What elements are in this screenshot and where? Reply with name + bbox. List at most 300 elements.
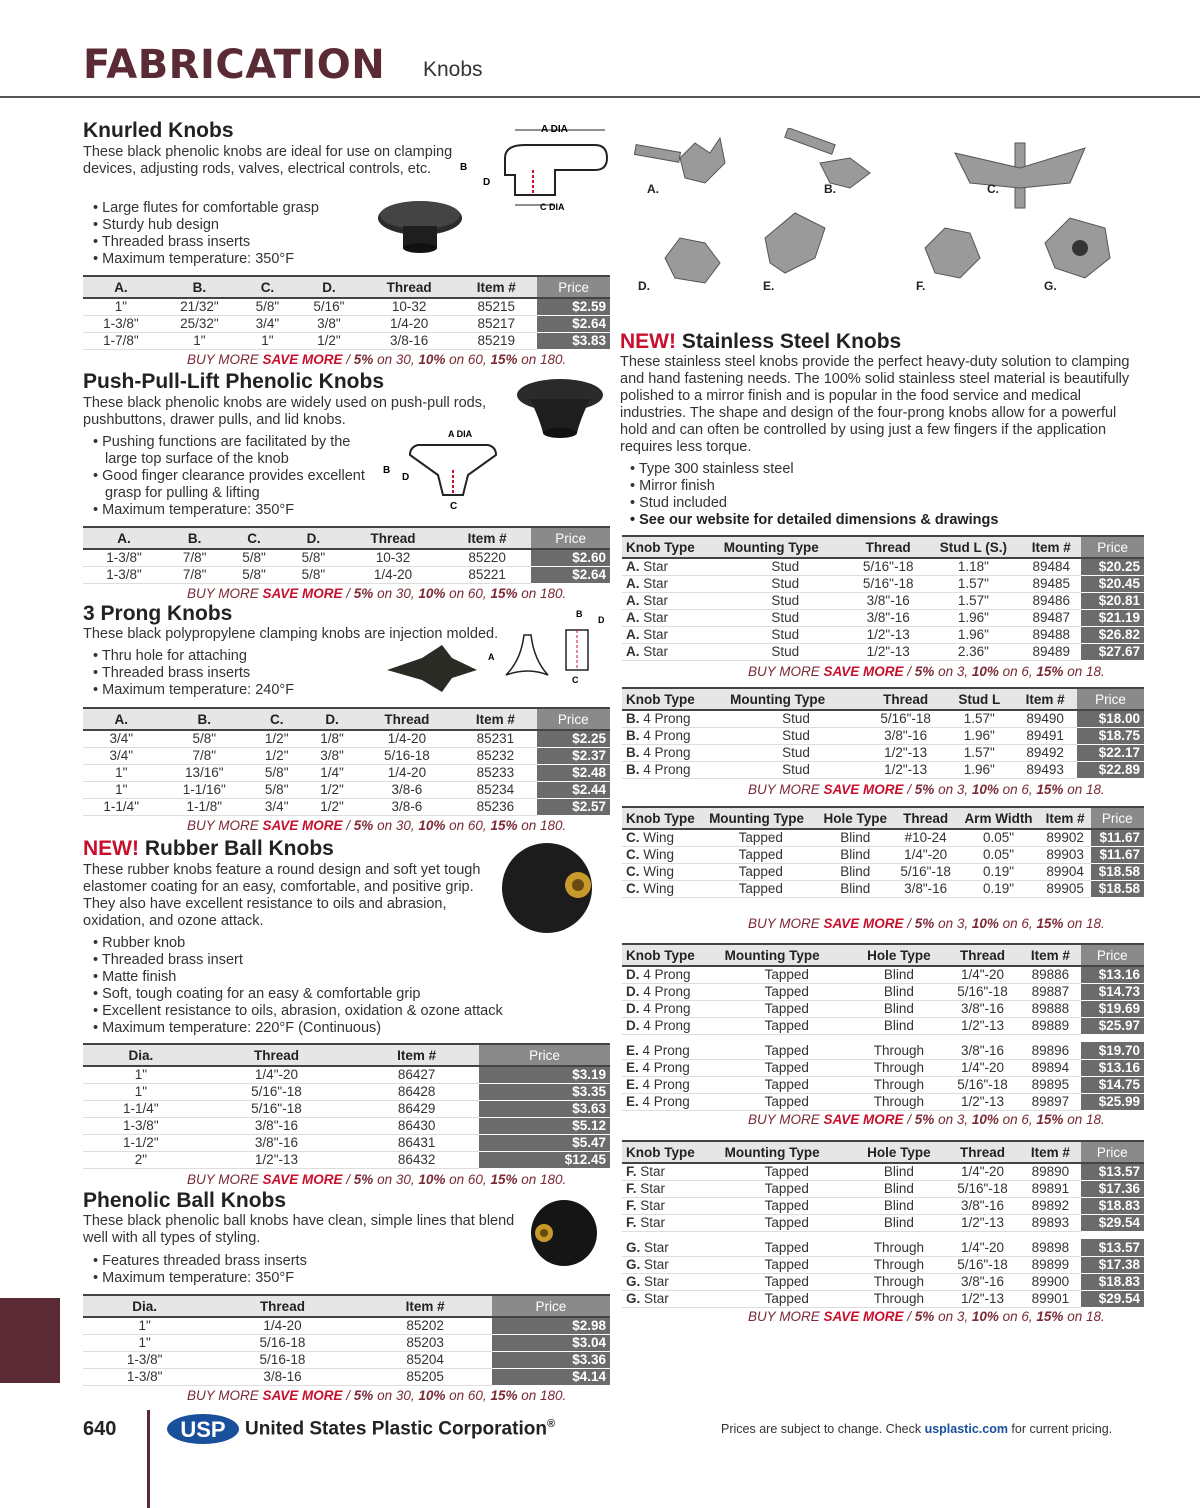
table-row (622, 829, 1144, 846)
pricing-note: Prices are subject to change. Check usplastic.com for current pricing. (721, 1422, 1113, 1436)
price-cell: $20.81 (1081, 592, 1144, 609)
table-cell: Tapped (721, 1163, 853, 1180)
bullet: • Features threaded brass inserts (83, 1253, 383, 1270)
table-cell: 89893 (1020, 1214, 1080, 1231)
table-cell: Tapped (721, 1197, 853, 1214)
stainless-desc: These stainless steel knobs provide the perfect heavy-duty solution to clamping and hand fastening needs. The 100% solid stainless steel material is beautifully polished to a mirror finish and is popular in the food service and medical industries. The shape and design of the four-prong knobs allow for a powerful hold and can often be controlled by using just a few fingers if the application requires less torque. (620, 354, 1130, 455)
table-cell: Tapped (721, 1256, 853, 1273)
table-cell: 85221 (443, 566, 531, 583)
table-cell: 1.18" (925, 558, 1021, 575)
photo-label-d: D. (638, 279, 650, 293)
table-row (83, 764, 610, 781)
table-cell: 89887 (1020, 983, 1080, 1000)
bullet: • Mirror finish (620, 478, 1145, 495)
column-header: Thread (866, 688, 946, 710)
table-row (622, 1000, 1144, 1017)
column-header: C. (249, 708, 304, 730)
table-cell: Through (853, 1059, 945, 1076)
table-row (83, 1100, 610, 1117)
rubber-table (83, 1043, 610, 1169)
price-cell: $18.58 (1091, 880, 1144, 897)
table-cell: 5/8" (159, 730, 249, 747)
table-cell: 85203 (359, 1334, 492, 1351)
column-header: Dia. (83, 1044, 199, 1066)
bullet-website: • See our website for detailed dimensions & drawings (620, 512, 1145, 529)
table-cell: 89902 (1040, 829, 1091, 846)
table-cell: 89897 (1020, 1093, 1080, 1110)
column-header: Price (492, 1295, 610, 1317)
table-row (83, 1151, 610, 1168)
table-cell: 1/2"-13 (945, 1017, 1020, 1034)
bullet: • Threaded brass inserts (83, 665, 383, 682)
column-header: Mounting Type (721, 944, 853, 966)
footer-rule (147, 1410, 150, 1508)
table-header (622, 688, 1144, 710)
price-cell: $19.69 (1081, 1000, 1144, 1017)
table-cell: 5/8" (224, 549, 283, 566)
table-cell: Blind (817, 829, 894, 846)
table-cell: 1/2" (249, 730, 304, 747)
bullet: • Excellent resistance to oils, abrasion, oxidation & ozone attack (83, 1003, 583, 1020)
table-row (622, 609, 1144, 626)
table-cell: Blind (853, 966, 945, 983)
column-header: Price (537, 276, 610, 298)
table-cell: 1/4"-20 (894, 846, 957, 863)
table-cell: 1/4-20 (206, 1317, 358, 1334)
knob-type-cell: B. 4 Prong (622, 744, 726, 761)
table-cell: Tapped (705, 880, 816, 897)
table-row (622, 727, 1144, 744)
table-cell: 13/16" (159, 764, 249, 781)
bullet: • Sturdy hub design (83, 217, 383, 234)
price-cell: $2.64 (537, 315, 610, 332)
table-cell: Blind (853, 1180, 945, 1197)
column-header: Price (537, 708, 610, 730)
knob-type-cell: E. 4 Prong (622, 1093, 721, 1110)
price-cell: $25.99 (1081, 1093, 1144, 1110)
table-header (83, 708, 610, 730)
table-row (622, 761, 1144, 778)
price-cell: $3.83 (537, 332, 610, 349)
photo-label-c: C. (987, 182, 999, 196)
column-header: Knob Type (622, 688, 726, 710)
table-row (83, 1117, 610, 1134)
table-cell: 1/4"-20 (945, 1163, 1020, 1180)
table-cell: Through (853, 1239, 945, 1256)
table-cell: Through (853, 1042, 945, 1059)
ss-table-a (622, 535, 1144, 661)
ss-table-d (622, 943, 1144, 1111)
column-header: Mounting Type (705, 807, 816, 829)
table-cell: 89891 (1020, 1180, 1080, 1197)
table-cell: 5/16"-18 (945, 983, 1020, 1000)
table-cell: Stud (720, 558, 851, 575)
price-cell: $26.82 (1081, 626, 1144, 643)
column-header: Price (531, 527, 610, 549)
table-row (622, 558, 1144, 575)
pushpull-desc: These black phenolic knobs are widely used on push-pull rods, pushbuttons, drawer pulls, and lid knobs. (83, 395, 487, 428)
column-header: Price (1081, 536, 1144, 558)
table-cell: 5/16"-18 (199, 1100, 355, 1117)
knurled-table (83, 275, 610, 350)
table-row (83, 1317, 610, 1334)
price-cell: $29.54 (1081, 1214, 1144, 1231)
table-cell: 86427 (354, 1066, 479, 1083)
table-cell: 1" (240, 332, 295, 349)
price-cell: $29.54 (1081, 1290, 1144, 1307)
knob-type-cell: G. Star (622, 1239, 721, 1256)
column-header: A. (83, 527, 165, 549)
price-cell: $18.75 (1077, 727, 1144, 744)
table-cell: 0.19" (957, 880, 1039, 897)
table-cell: 1/2" (304, 798, 359, 815)
table-cell: 5/8" (249, 764, 304, 781)
table-row (83, 549, 610, 566)
knob-type-cell: D. 4 Prong (622, 1017, 721, 1034)
new-badge: NEW! (83, 837, 139, 860)
table-header (83, 276, 610, 298)
table-row (83, 315, 610, 332)
bullet: • Large flutes for comfortable grasp (83, 200, 383, 217)
table-cell: Tapped (721, 1000, 853, 1017)
new-badge: NEW! (620, 330, 676, 353)
table-row (622, 1059, 1144, 1076)
table-cell: 3/8"-16 (945, 1273, 1020, 1290)
price-cell: $4.14 (492, 1368, 610, 1385)
table-cell: Blind (817, 863, 894, 880)
bullet: • Pushing functions are facilitated by the large top surface of the knob (83, 434, 373, 468)
table-cell: 86428 (354, 1083, 479, 1100)
ss-promo-d: BUY MORE SAVE MORE / 5% on 3, 10% on 6, 15% on 18. (748, 1112, 1105, 1127)
column-header: Stud L (S.) (925, 536, 1021, 558)
rubber-bullets (83, 935, 583, 1037)
diagram-label-d: D (402, 472, 410, 483)
table-cell: Stud (726, 761, 866, 778)
photo-label-e: E. (763, 279, 775, 293)
table-cell: Through (853, 1093, 945, 1110)
phenolicball-desc: These black phenolic ball knobs have clean, simple lines that blend well with all types of styling. (83, 1213, 515, 1246)
column-header: Price (1081, 1141, 1144, 1163)
table-cell: 5/16" (295, 298, 363, 315)
column-header: Thread (851, 536, 926, 558)
table-cell: 1-3/8" (83, 549, 165, 566)
pushpull-diagram (378, 425, 508, 515)
table-cell: 89486 (1021, 592, 1081, 609)
column-header: Item # (443, 527, 531, 549)
stainless-bullets (620, 461, 1145, 529)
table-cell: 89896 (1020, 1042, 1080, 1059)
table-cell: 89898 (1020, 1239, 1080, 1256)
column-header: Mounting Type (720, 536, 851, 558)
rubber-promo: BUY MORE SAVE MORE / 5% on 30, 10% on 60, 15% on 180. (187, 1172, 567, 1187)
table-cell: 1/4-20 (360, 764, 454, 781)
table-cell: 1/4"-20 (945, 966, 1020, 983)
table-cell: 89895 (1020, 1076, 1080, 1093)
table-row (83, 781, 610, 798)
table-cell: Blind (853, 1214, 945, 1231)
table-cell: 89900 (1020, 1273, 1080, 1290)
column-header: Arm Width (957, 807, 1039, 829)
knob-type-cell: A. Star (622, 558, 720, 575)
knob-type-cell: D. 4 Prong (622, 966, 721, 983)
price-cell: $18.83 (1081, 1197, 1144, 1214)
table-cell: 86432 (354, 1151, 479, 1168)
column-header: Knob Type (622, 1141, 721, 1163)
table-cell: 5/8" (249, 781, 304, 798)
column-header: Item # (354, 1044, 479, 1066)
table-cell: Stud (726, 710, 866, 727)
table-cell: 1" (83, 1066, 199, 1083)
price-cell: $3.19 (479, 1066, 610, 1083)
table-cell: 1-3/8" (83, 1351, 206, 1368)
table-cell: 1-1/16" (159, 781, 249, 798)
price-cell: $13.57 (1081, 1163, 1144, 1180)
page-title: FABRICATION (83, 42, 386, 88)
header-rule (0, 96, 1200, 98)
table-header (622, 536, 1144, 558)
table-cell: 3/8-6 (360, 798, 454, 815)
table-cell: Stud (726, 744, 866, 761)
knurled-bullets (83, 200, 383, 268)
table-cell: 1/2"-13 (945, 1214, 1020, 1231)
column-header: Hole Type (853, 944, 945, 966)
brand-name: United States Plastic Corporation® (245, 1418, 556, 1440)
table-cell: 3/4" (83, 730, 159, 747)
table-cell: 7/8" (165, 566, 224, 583)
table-cell: 1-1/2" (83, 1134, 199, 1151)
table-row (622, 1017, 1144, 1034)
table-row (83, 1134, 610, 1151)
column-header: D. (304, 708, 359, 730)
bullet: • Maximum temperature: 220°F (Continuous) (83, 1020, 583, 1037)
table-cell: 1-1/4" (83, 798, 159, 815)
diagram-label-a: A DIA (541, 124, 568, 135)
table-cell: 1/4" (304, 764, 359, 781)
table-cell: 89894 (1020, 1059, 1080, 1076)
table-cell: 85219 (455, 332, 537, 349)
price-cell: $11.67 (1091, 829, 1144, 846)
table-cell: #10-24 (894, 829, 957, 846)
price-cell: $11.67 (1091, 846, 1144, 863)
table-cell: 1-3/8" (83, 566, 165, 583)
column-header: Item # (359, 1295, 492, 1317)
rubber-title: NEW! Rubber Ball Knobs (83, 837, 334, 860)
diagram-label-c: C DIA (540, 202, 565, 212)
knob-type-cell: G. Star (622, 1256, 721, 1273)
column-header: Item # (1021, 536, 1081, 558)
diagram-label-b: B (460, 162, 468, 173)
table-cell: 1.57" (945, 744, 1013, 761)
table-cell: 1-1/8" (159, 798, 249, 815)
table-cell: 7/8" (159, 747, 249, 764)
table-cell: 1-3/8" (83, 315, 159, 332)
table-cell: 85220 (443, 549, 531, 566)
table-cell: Tapped (721, 1180, 853, 1197)
table-cell: Through (853, 1256, 945, 1273)
column-header: Hole Type (853, 1141, 945, 1163)
table-cell: 5/16"-18 (866, 710, 946, 727)
phenolicball-promo: BUY MORE SAVE MORE / 5% on 30, 10% on 60, 15% on 180. (187, 1388, 567, 1403)
table-cell: 89886 (1020, 966, 1080, 983)
knob-type-cell: C. Wing (622, 863, 705, 880)
table-cell: Tapped (705, 863, 816, 880)
bullet: • Maximum temperature: 240°F (83, 682, 383, 699)
table-cell: 0.05" (957, 829, 1039, 846)
bullet: • Soft, tough coating for an easy & comfortable grip (83, 986, 583, 1003)
table-row (622, 846, 1144, 863)
knob-type-cell: A. Star (622, 592, 720, 609)
table-cell: 1.96" (925, 609, 1021, 626)
knurled-diagram (455, 120, 610, 215)
ss-table-c (622, 806, 1144, 898)
diagram-label-d: D (483, 177, 491, 188)
table-cell: 1" (83, 298, 159, 315)
table-cell: 85233 (454, 764, 537, 781)
table-cell: Through (853, 1290, 945, 1307)
table-row (622, 1239, 1144, 1256)
price-cell: $18.58 (1091, 863, 1144, 880)
ss-promo-a: BUY MORE SAVE MORE / 5% on 3, 10% on 6, 15% on 18. (748, 664, 1105, 679)
table-row (622, 1076, 1144, 1093)
table-cell: 2" (83, 1151, 199, 1168)
table-row (622, 1163, 1144, 1180)
table-row (622, 983, 1144, 1000)
column-header: Price (479, 1044, 610, 1066)
table-cell: 1" (83, 1317, 206, 1334)
diagram-label-b: B (383, 465, 391, 476)
table-header (83, 1044, 610, 1066)
table-cell: Tapped (721, 1239, 853, 1256)
table-cell: 1/2"-13 (851, 643, 926, 660)
table-row (83, 1066, 610, 1083)
column-header: D. (295, 276, 363, 298)
table-cell: Tapped (721, 1042, 853, 1059)
table-row (622, 1290, 1144, 1307)
column-header: Knob Type (622, 944, 721, 966)
table-cell: 89492 (1013, 744, 1077, 761)
stainless-knobs-photo (625, 128, 1145, 293)
knob-type-cell: G. Star (622, 1290, 721, 1307)
table-cell: 85217 (455, 315, 537, 332)
column-header: D. (284, 527, 343, 549)
table-cell: 10-32 (363, 298, 455, 315)
table-cell: 3/8"-16 (851, 592, 926, 609)
table-row (622, 710, 1144, 727)
price-cell: $2.37 (537, 747, 610, 764)
column-header: Thread (360, 708, 454, 730)
bullet: • Type 300 stainless steel (620, 461, 1145, 478)
table-cell: 1" (83, 1334, 206, 1351)
table-cell: Blind (853, 1197, 945, 1214)
table-cell: Tapped (721, 1017, 853, 1034)
table-cell: 89899 (1020, 1256, 1080, 1273)
prong3-desc: These black polypropylene clamping knobs are injection molded. (83, 626, 499, 642)
price-cell: $17.36 (1081, 1180, 1144, 1197)
column-header: Item # (454, 708, 537, 730)
table-cell: 1/4"-20 (199, 1066, 355, 1083)
diagram-label-a: A (488, 652, 495, 662)
price-cell: $13.16 (1081, 1059, 1144, 1076)
column-header: Hole Type (817, 807, 894, 829)
ss-table-e (622, 1140, 1144, 1308)
photo-label-g: G. (1044, 279, 1057, 293)
table-header (622, 807, 1144, 829)
table-cell: Tapped (721, 1093, 853, 1110)
price-cell: $14.73 (1081, 983, 1144, 1000)
ss-promo-c: BUY MORE SAVE MORE / 5% on 3, 10% on 6, 15% on 18. (748, 916, 1105, 931)
pushpull-table (83, 526, 610, 584)
knob-type-cell: B. 4 Prong (622, 710, 726, 727)
table-cell: 0.05" (957, 846, 1039, 863)
table-cell: 1" (83, 781, 159, 798)
price-cell: $12.45 (479, 1151, 610, 1168)
rubber-desc: These rubber knobs feature a round design and soft yet tough elastomer coating for an easy, comfortable, and positive grip. They also have excellent resistance to oils and abrasion, oxidation, and ozone attack. (83, 862, 481, 929)
table-cell: 3/4" (240, 315, 295, 332)
knob-type-cell: B. 4 Prong (622, 761, 726, 778)
prong3-bullets (83, 648, 383, 699)
table-cell: 3/8-16 (206, 1368, 358, 1385)
table-cell: 3/8"-16 (199, 1117, 355, 1134)
table-cell: 89903 (1040, 846, 1091, 863)
table-cell: Blind (817, 846, 894, 863)
table-cell: 5/16-18 (360, 747, 454, 764)
table-cell: Blind (853, 1000, 945, 1017)
column-header: Thread (363, 276, 455, 298)
table-row (622, 1042, 1144, 1059)
table-cell: 89490 (1013, 710, 1077, 727)
price-cell: $2.64 (531, 566, 610, 583)
usp-logo (165, 1412, 241, 1446)
table-row (83, 747, 610, 764)
table-cell: 5/16"-18 (945, 1256, 1020, 1273)
rubber-knob-photo (495, 840, 605, 935)
table-row (83, 730, 610, 747)
page-number: 640 (83, 1418, 117, 1440)
table-cell: 1-3/8" (83, 1117, 199, 1134)
price-cell: $21.19 (1081, 609, 1144, 626)
table-cell: 5/16"-18 (945, 1076, 1020, 1093)
table-cell: 1/2"-13 (199, 1151, 355, 1168)
column-header: Price (1091, 807, 1144, 829)
table-row (622, 1256, 1144, 1273)
table-row (83, 332, 610, 349)
website-link[interactable]: usplastic.com (924, 1422, 1008, 1436)
diagram-label-c: C (450, 501, 458, 512)
table-cell: 1.96" (945, 727, 1013, 744)
table-header (622, 1141, 1144, 1163)
price-cell: $27.67 (1081, 643, 1144, 660)
diagram-label-d: D (598, 615, 605, 625)
price-cell: $3.36 (492, 1351, 610, 1368)
column-header: Thread (199, 1044, 355, 1066)
column-header: Item # (1013, 688, 1077, 710)
table-row (83, 1334, 610, 1351)
table-cell: 5/16-18 (206, 1351, 358, 1368)
table-cell: 3/4" (249, 798, 304, 815)
table-cell: Stud (720, 575, 851, 592)
table-row (83, 1368, 610, 1385)
table-cell: Blind (853, 983, 945, 1000)
bullet: • Threaded brass insert (83, 952, 583, 969)
knob-type-cell: F. Star (622, 1197, 721, 1214)
knurled-title: Knurled Knobs (83, 119, 234, 142)
knob-type-cell: E. 4 Prong (622, 1059, 721, 1076)
table-cell: 5/16"-18 (894, 863, 957, 880)
table-cell: 89488 (1021, 626, 1081, 643)
table-row (83, 566, 610, 583)
table-cell: 86429 (354, 1100, 479, 1117)
table-cell: 85205 (359, 1368, 492, 1385)
